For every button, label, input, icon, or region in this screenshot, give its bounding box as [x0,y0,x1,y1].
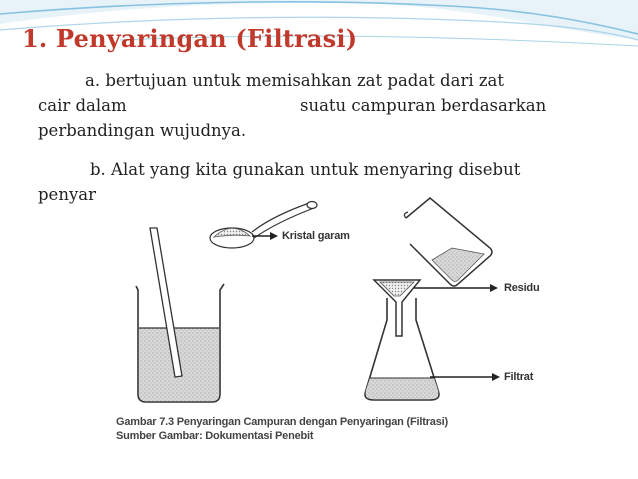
label-crystal: Kristal garam [282,230,350,242]
funnel-and-flask [365,280,439,400]
filtrate-arrow [430,373,500,381]
beaker-with-stirrer [136,228,224,402]
paragraph-b-line2: penyar [38,185,96,204]
slide-title: 1. Penyaringan (Filtrasi) [22,24,358,53]
crystal-arrow [252,232,278,240]
label-residue: Residu [504,282,540,294]
paragraph-a-line2-left: cair dalam [38,96,127,115]
pouring-beaker [404,198,492,286]
label-filtrate: Filtrat [504,371,534,383]
filtration-figure [112,188,538,474]
paragraph-a-line2-right: suatu campuran berdasarkan [300,96,547,115]
figure-caption-line2: Sumber Gambar: Dokumentasi Penebit [116,430,314,442]
paragraph-a-line1: a. bertujuan untuk memisahkan zat padat dari zat [85,71,505,90]
figure-caption-line1: Gambar 7.3 Penyaringan Campuran dengan Penyaringan (Filtrasi) [116,416,448,428]
paragraph-a-line3: perbandingan wujudnya. [38,121,247,140]
paragraph-b-line1: b. Alat yang kita gunakan untuk menyaring disebut [90,160,521,179]
